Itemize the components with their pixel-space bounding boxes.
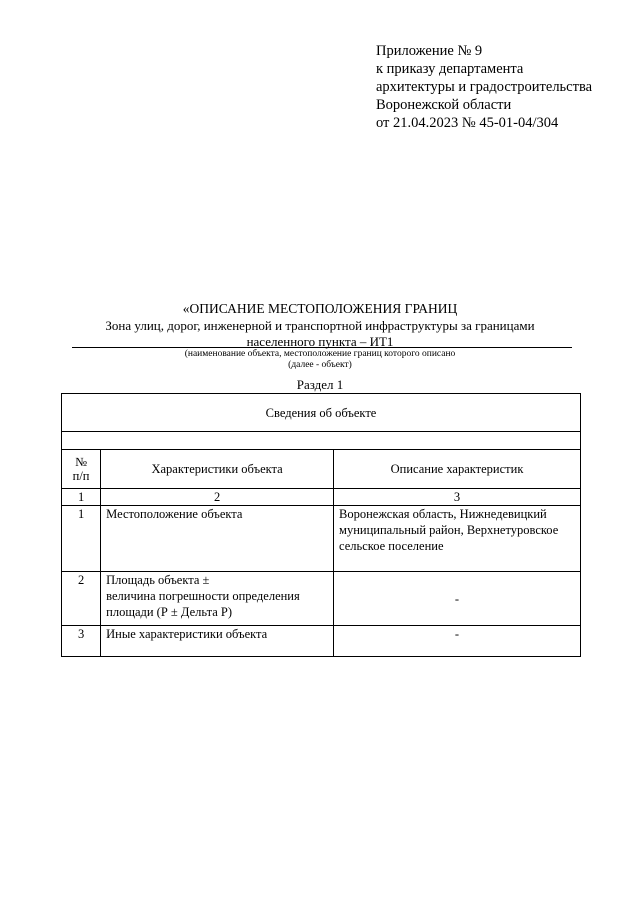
row-description: Воронежская область, Нижнедевицкий муниципальный район, Верхнетуровское сельское поселение bbox=[334, 506, 581, 572]
object-info-table bbox=[61, 393, 581, 657]
column-header-num: № п/п bbox=[62, 450, 101, 489]
appendix-line: архитектуры и градостроительства bbox=[376, 79, 593, 95]
row-description: - bbox=[334, 572, 581, 626]
object-name-line: населенного пункта – ИТ1 bbox=[246, 333, 394, 349]
row-description: - bbox=[334, 626, 581, 657]
row-characteristic: Иные характеристики объекта bbox=[101, 626, 334, 657]
table-row bbox=[62, 506, 581, 572]
index-cell: 3 bbox=[334, 489, 581, 506]
table-heading-row bbox=[62, 394, 581, 432]
document-title: «ОПИСАНИЕ МЕСТОПОЛОЖЕНИЯ ГРАНИЦ bbox=[182, 301, 458, 316]
row-characteristic: Площадь объекта ± величина погрешности определения площади (Р ± Дельта Р) bbox=[101, 572, 334, 626]
column-header-characteristics: Характеристики объекта bbox=[101, 450, 334, 489]
appendix-line: Приложение № 9 bbox=[376, 43, 483, 59]
underline-divider bbox=[72, 347, 572, 348]
table-heading: Сведения об объекте bbox=[62, 394, 581, 432]
section-label: Раздел 1 bbox=[296, 377, 344, 392]
appendix-line: Воронежской области bbox=[376, 97, 512, 113]
object-caption bbox=[60, 349, 580, 371]
table-spacer-row bbox=[62, 432, 581, 450]
object-name bbox=[60, 318, 580, 349]
column-header-description: Описание характеристик bbox=[334, 450, 581, 489]
index-cell: 1 bbox=[62, 489, 101, 506]
appendix-header bbox=[376, 42, 626, 132]
appendix-line: от 21.04.2023 № 45-01-04/304 bbox=[376, 115, 559, 131]
table-row bbox=[62, 626, 581, 657]
table-header-row bbox=[62, 450, 581, 489]
row-number: 3 bbox=[62, 626, 101, 657]
row-number: 2 bbox=[62, 572, 101, 626]
table-index-row bbox=[62, 489, 581, 506]
caption-line: (далее - объект) bbox=[288, 360, 352, 370]
object-name-line: Зона улиц, дорог, инженерной и транспортной инфраструктуры за границами bbox=[105, 318, 535, 333]
index-cell: 2 bbox=[101, 489, 334, 506]
row-number: 1 bbox=[62, 506, 101, 572]
row-characteristic: Местоположение объекта bbox=[101, 506, 334, 572]
caption-line: (наименование объекта, местоположение границ которого описано bbox=[184, 349, 456, 359]
appendix-line: к приказу департамента bbox=[376, 61, 524, 77]
empty-cell bbox=[62, 432, 581, 450]
table-row bbox=[62, 572, 581, 626]
